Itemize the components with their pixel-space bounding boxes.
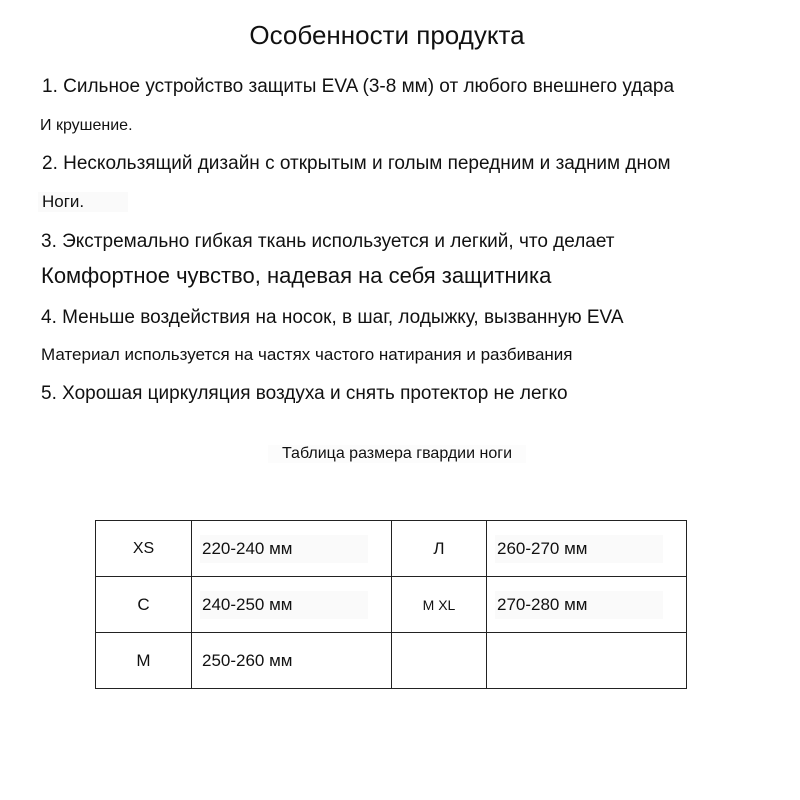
- range-cell: [487, 633, 687, 689]
- size-cell: [392, 633, 487, 689]
- feature-line-5: 5. Хорошая циркуляция воздуха и снять протектор не легко: [41, 383, 568, 404]
- page-title: Особенности продукта: [249, 20, 525, 50]
- size-cell: M: [96, 633, 192, 689]
- range-cell: [487, 521, 687, 577]
- range-cell: [487, 577, 687, 633]
- feature-line-2: 2. Нескользящий дизайн с открытым и голым передним и задним дном: [42, 153, 671, 174]
- feature-line-4-cont: Материал используется на частях частого натирания и разбивания: [41, 345, 573, 364]
- feature-line-1-cont: И крушение.: [40, 117, 133, 134]
- range-text: 240-250 мм: [200, 591, 368, 619]
- size-cell: Л: [392, 521, 487, 577]
- range-text: 220-240 мм: [200, 535, 368, 563]
- size-cell: XS: [96, 521, 192, 577]
- range-text: 260-270 мм: [495, 535, 663, 563]
- range-text: 250-260 мм: [202, 650, 293, 670]
- table-row: [96, 577, 687, 633]
- range-text: 270-280 мм: [495, 591, 663, 619]
- size-table: [95, 520, 687, 689]
- range-cell: [192, 521, 392, 577]
- size-cell: С: [96, 577, 192, 633]
- size-table-caption: Таблица размера гвардии ноги: [268, 445, 526, 463]
- range-cell: [192, 577, 392, 633]
- feature-line-2-cont: Ноги.: [38, 192, 128, 212]
- feature-line-3: 3. Экстремально гибкая ткань используется и легкий, что делает: [41, 231, 615, 252]
- feature-line-4: 4. Меньше воздействия на носок, в шаг, лодыжку, вызванную EVA: [41, 307, 624, 328]
- feature-line-1: 1. Сильное устройство защиты EVA (3-8 мм) от любого внешнего удара: [42, 76, 675, 97]
- table-row: [96, 633, 687, 689]
- range-cell: [192, 633, 392, 689]
- table-row: [96, 521, 687, 577]
- size-cell: M XL: [392, 577, 487, 633]
- range-text: [495, 658, 663, 666]
- feature-line-3-cont: Комфортное чувство, надевая на себя защитника: [41, 263, 552, 288]
